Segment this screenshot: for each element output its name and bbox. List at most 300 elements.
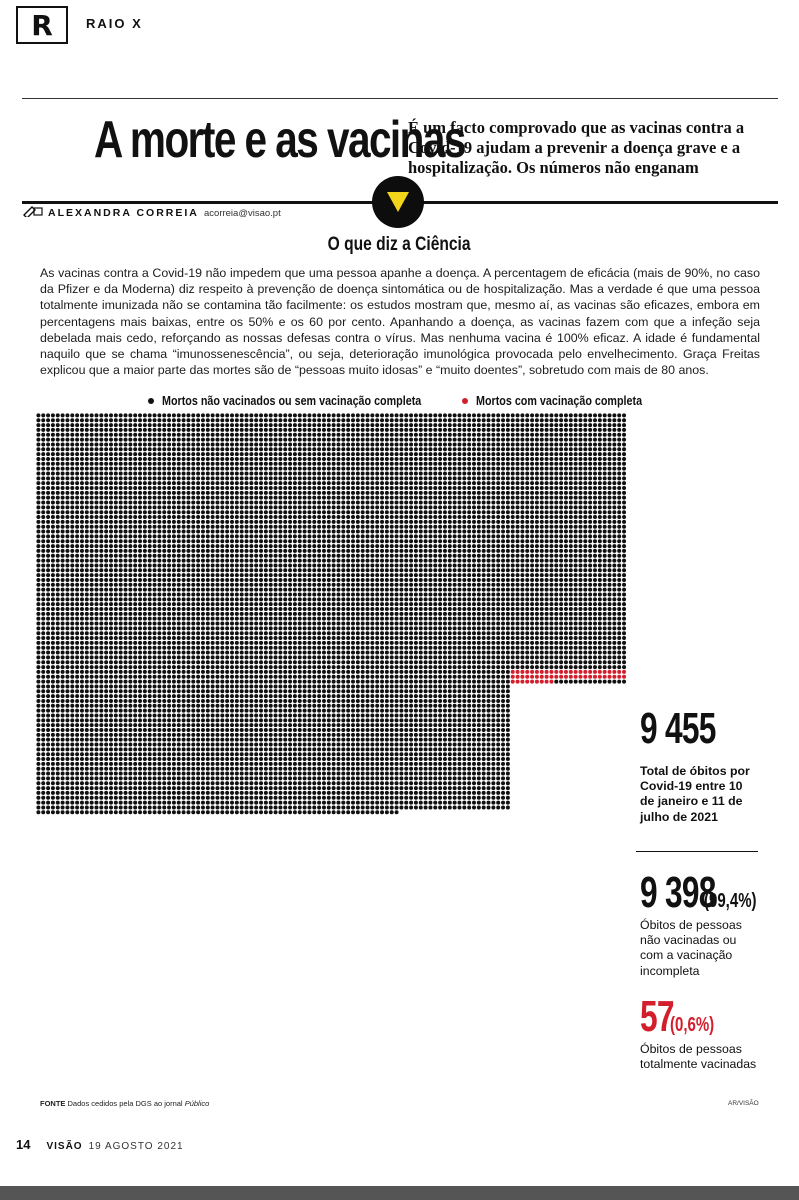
unvaccinated-death-dot bbox=[419, 602, 423, 606]
unvaccinated-death-dot bbox=[240, 588, 244, 592]
unvaccinated-death-dot bbox=[404, 452, 408, 456]
unvaccinated-death-dot bbox=[327, 578, 331, 582]
unvaccinated-death-dot bbox=[375, 597, 379, 601]
unvaccinated-death-dot bbox=[128, 534, 132, 538]
unvaccinated-death-dot bbox=[603, 447, 607, 451]
unvaccinated-death-dot bbox=[443, 520, 447, 524]
unvaccinated-death-dot bbox=[191, 447, 195, 451]
unvaccinated-death-dot bbox=[530, 442, 534, 446]
unvaccinated-death-dot bbox=[414, 534, 418, 538]
unvaccinated-death-dot bbox=[457, 505, 461, 509]
unvaccinated-death-dot bbox=[385, 568, 389, 572]
unvaccinated-death-dot bbox=[530, 563, 534, 567]
unvaccinated-death-dot bbox=[477, 520, 481, 524]
unvaccinated-death-dot bbox=[564, 505, 568, 509]
unvaccinated-death-dot bbox=[317, 515, 321, 519]
unvaccinated-death-dot bbox=[341, 602, 345, 606]
unvaccinated-death-dot bbox=[278, 573, 282, 577]
unvaccinated-death-dot bbox=[525, 510, 529, 514]
unvaccinated-death-dot bbox=[36, 418, 40, 422]
unvaccinated-death-dot bbox=[545, 530, 549, 534]
unvaccinated-death-dot bbox=[617, 597, 621, 601]
unvaccinated-death-dot bbox=[603, 471, 607, 475]
unvaccinated-death-dot bbox=[157, 602, 161, 606]
unvaccinated-death-dot bbox=[249, 578, 253, 582]
unvaccinated-death-dot bbox=[206, 607, 210, 611]
unvaccinated-death-dot bbox=[124, 471, 128, 475]
unvaccinated-death-dot bbox=[90, 573, 94, 577]
unvaccinated-death-dot bbox=[206, 510, 210, 514]
unvaccinated-death-dot bbox=[85, 413, 89, 417]
unvaccinated-death-dot bbox=[240, 471, 244, 475]
unvaccinated-death-dot bbox=[351, 559, 355, 563]
unvaccinated-death-dot bbox=[303, 457, 307, 461]
unvaccinated-death-dot bbox=[303, 607, 307, 611]
unvaccinated-death-dot bbox=[240, 486, 244, 490]
unvaccinated-death-dot bbox=[535, 413, 539, 417]
unvaccinated-death-dot bbox=[235, 496, 239, 500]
unvaccinated-death-dot bbox=[225, 563, 229, 567]
unvaccinated-death-dot bbox=[307, 481, 311, 485]
unvaccinated-death-dot bbox=[230, 438, 234, 442]
unvaccinated-death-dot bbox=[622, 525, 626, 529]
unvaccinated-death-dot bbox=[56, 471, 60, 475]
unvaccinated-death-dot bbox=[399, 505, 403, 509]
unvaccinated-death-dot bbox=[65, 559, 69, 563]
unvaccinated-death-dot bbox=[578, 549, 582, 553]
unvaccinated-death-dot bbox=[220, 423, 224, 427]
unvaccinated-death-dot bbox=[361, 549, 365, 553]
unvaccinated-death-dot bbox=[540, 554, 544, 558]
unvaccinated-death-dot bbox=[240, 481, 244, 485]
unvaccinated-death-dot bbox=[390, 607, 394, 611]
unvaccinated-death-dot bbox=[104, 501, 108, 505]
unvaccinated-death-dot bbox=[303, 592, 307, 596]
unvaccinated-death-dot bbox=[622, 588, 626, 592]
unvaccinated-death-dot bbox=[94, 597, 98, 601]
unvaccinated-death-dot bbox=[366, 544, 370, 548]
unvaccinated-death-dot bbox=[467, 563, 471, 567]
unvaccinated-death-dot bbox=[336, 588, 340, 592]
unvaccinated-death-dot bbox=[409, 583, 413, 587]
unvaccinated-death-dot bbox=[351, 563, 355, 567]
unvaccinated-death-dot bbox=[293, 544, 297, 548]
unvaccinated-death-dot bbox=[41, 496, 45, 500]
unvaccinated-death-dot bbox=[264, 428, 268, 432]
unvaccinated-death-dot bbox=[99, 428, 103, 432]
unvaccinated-death-dot bbox=[491, 520, 495, 524]
unvaccinated-death-dot bbox=[70, 510, 74, 514]
unvaccinated-death-dot bbox=[390, 462, 394, 466]
unvaccinated-death-dot bbox=[220, 607, 224, 611]
unvaccinated-death-dot bbox=[482, 520, 486, 524]
unvaccinated-death-dot bbox=[554, 554, 558, 558]
unvaccinated-death-dot bbox=[99, 554, 103, 558]
unvaccinated-death-dot bbox=[501, 428, 505, 432]
unvaccinated-death-dot bbox=[622, 467, 626, 471]
unvaccinated-death-dot bbox=[457, 588, 461, 592]
unvaccinated-death-dot bbox=[162, 592, 166, 596]
unvaccinated-death-dot bbox=[182, 462, 186, 466]
unvaccinated-death-dot bbox=[196, 486, 200, 490]
unvaccinated-death-dot bbox=[332, 588, 336, 592]
unvaccinated-death-dot bbox=[220, 496, 224, 500]
unvaccinated-death-dot bbox=[409, 530, 413, 534]
unvaccinated-death-dot bbox=[235, 418, 239, 422]
unvaccinated-death-dot bbox=[457, 597, 461, 601]
unvaccinated-death-dot bbox=[366, 476, 370, 480]
unvaccinated-death-dot bbox=[414, 491, 418, 495]
unvaccinated-death-dot bbox=[487, 578, 491, 582]
unvaccinated-death-dot bbox=[491, 568, 495, 572]
unvaccinated-death-dot bbox=[433, 597, 437, 601]
unvaccinated-death-dot bbox=[462, 568, 466, 572]
unvaccinated-death-dot bbox=[249, 520, 253, 524]
unvaccinated-death-dot bbox=[598, 467, 602, 471]
unvaccinated-death-dot bbox=[211, 549, 215, 553]
unvaccinated-death-dot bbox=[332, 442, 336, 446]
unvaccinated-death-dot bbox=[56, 554, 60, 558]
unvaccinated-death-dot bbox=[361, 452, 365, 456]
unvaccinated-death-dot bbox=[70, 476, 74, 480]
unvaccinated-death-dot bbox=[312, 501, 316, 505]
unvaccinated-death-dot bbox=[245, 442, 249, 446]
unvaccinated-death-dot bbox=[90, 452, 94, 456]
unvaccinated-death-dot bbox=[385, 534, 389, 538]
unvaccinated-death-dot bbox=[186, 592, 190, 596]
unvaccinated-death-dot bbox=[235, 534, 239, 538]
unvaccinated-death-dot bbox=[264, 530, 268, 534]
unvaccinated-death-dot bbox=[211, 428, 215, 432]
unvaccinated-death-dot bbox=[293, 501, 297, 505]
unvaccinated-death-dot bbox=[191, 515, 195, 519]
unvaccinated-death-dot bbox=[148, 428, 152, 432]
unvaccinated-death-dot bbox=[409, 578, 413, 582]
unvaccinated-death-dot bbox=[278, 559, 282, 563]
unvaccinated-death-dot bbox=[293, 607, 297, 611]
unvaccinated-death-dot bbox=[211, 447, 215, 451]
unvaccinated-death-dot bbox=[322, 486, 326, 490]
unvaccinated-death-dot bbox=[124, 588, 128, 592]
unvaccinated-death-dot bbox=[201, 573, 205, 577]
unvaccinated-death-dot bbox=[172, 457, 176, 461]
unvaccinated-death-dot bbox=[85, 481, 89, 485]
unvaccinated-death-dot bbox=[162, 588, 166, 592]
unvaccinated-death-dot bbox=[346, 496, 350, 500]
unvaccinated-death-dot bbox=[554, 597, 558, 601]
unvaccinated-death-dot bbox=[332, 471, 336, 475]
unvaccinated-death-dot bbox=[90, 559, 94, 563]
unvaccinated-death-dot bbox=[564, 467, 568, 471]
unvaccinated-death-dot bbox=[186, 597, 190, 601]
unvaccinated-death-dot bbox=[46, 583, 50, 587]
unvaccinated-death-dot bbox=[336, 457, 340, 461]
unvaccinated-death-dot bbox=[511, 520, 515, 524]
unvaccinated-death-dot bbox=[312, 462, 316, 466]
unvaccinated-death-dot bbox=[409, 588, 413, 592]
unvaccinated-death-dot bbox=[51, 491, 55, 495]
unvaccinated-death-dot bbox=[540, 515, 544, 519]
unvaccinated-death-dot bbox=[259, 438, 263, 442]
unvaccinated-death-dot bbox=[317, 534, 321, 538]
unvaccinated-death-dot bbox=[511, 505, 515, 509]
unvaccinated-death-dot bbox=[312, 592, 316, 596]
unvaccinated-death-dot bbox=[215, 471, 219, 475]
unvaccinated-death-dot bbox=[424, 510, 428, 514]
unvaccinated-death-dot bbox=[622, 471, 626, 475]
unvaccinated-death-dot bbox=[65, 578, 69, 582]
unvaccinated-death-dot bbox=[317, 486, 321, 490]
unvaccinated-death-dot bbox=[46, 607, 50, 611]
unvaccinated-death-dot bbox=[588, 491, 592, 495]
unvaccinated-death-dot bbox=[56, 549, 60, 553]
unvaccinated-death-dot bbox=[530, 520, 534, 524]
unvaccinated-death-dot bbox=[399, 515, 403, 519]
unvaccinated-death-dot bbox=[162, 549, 166, 553]
unvaccinated-death-dot bbox=[617, 442, 621, 446]
unvaccinated-death-dot bbox=[196, 559, 200, 563]
unvaccinated-death-dot bbox=[399, 476, 403, 480]
unvaccinated-death-dot bbox=[254, 418, 258, 422]
unvaccinated-death-dot bbox=[424, 530, 428, 534]
unvaccinated-death-dot bbox=[327, 457, 331, 461]
unvaccinated-death-dot bbox=[564, 457, 568, 461]
unvaccinated-death-dot bbox=[433, 428, 437, 432]
unvaccinated-death-dot bbox=[385, 544, 389, 548]
unvaccinated-death-dot bbox=[380, 530, 384, 534]
unvaccinated-death-dot bbox=[298, 602, 302, 606]
unvaccinated-death-dot bbox=[545, 496, 549, 500]
unvaccinated-death-dot bbox=[390, 592, 394, 596]
unvaccinated-death-dot bbox=[56, 501, 60, 505]
unvaccinated-death-dot bbox=[85, 583, 89, 587]
unvaccinated-death-dot bbox=[153, 568, 157, 572]
unvaccinated-death-dot bbox=[419, 447, 423, 451]
unvaccinated-death-dot bbox=[375, 442, 379, 446]
unvaccinated-death-dot bbox=[404, 467, 408, 471]
unvaccinated-death-dot bbox=[109, 534, 113, 538]
unvaccinated-death-dot bbox=[598, 496, 602, 500]
unvaccinated-death-dot bbox=[269, 505, 273, 509]
unvaccinated-death-dot bbox=[75, 428, 79, 432]
unvaccinated-death-dot bbox=[206, 438, 210, 442]
unvaccinated-death-dot bbox=[511, 438, 515, 442]
unvaccinated-death-dot bbox=[506, 428, 510, 432]
unvaccinated-death-dot bbox=[404, 583, 408, 587]
unvaccinated-death-dot bbox=[215, 413, 219, 417]
unvaccinated-death-dot bbox=[75, 515, 79, 519]
unvaccinated-death-dot bbox=[598, 452, 602, 456]
unvaccinated-death-dot bbox=[336, 568, 340, 572]
unvaccinated-death-dot bbox=[157, 525, 161, 529]
unvaccinated-death-dot bbox=[211, 467, 215, 471]
unvaccinated-death-dot bbox=[535, 510, 539, 514]
unvaccinated-death-dot bbox=[554, 486, 558, 490]
unvaccinated-death-dot bbox=[578, 602, 582, 606]
unvaccinated-death-dot bbox=[220, 530, 224, 534]
unvaccinated-death-dot bbox=[172, 413, 176, 417]
unvaccinated-death-dot bbox=[109, 486, 113, 490]
unvaccinated-death-dot bbox=[530, 602, 534, 606]
unvaccinated-death-dot bbox=[535, 457, 539, 461]
unvaccinated-death-dot bbox=[157, 583, 161, 587]
unvaccinated-death-dot bbox=[598, 447, 602, 451]
unvaccinated-death-dot bbox=[583, 505, 587, 509]
unvaccinated-death-dot bbox=[617, 602, 621, 606]
unvaccinated-death-dot bbox=[211, 462, 215, 466]
unvaccinated-death-dot bbox=[438, 563, 442, 567]
unvaccinated-death-dot bbox=[366, 510, 370, 514]
unvaccinated-death-dot bbox=[186, 539, 190, 543]
unvaccinated-death-dot bbox=[41, 568, 45, 572]
unvaccinated-death-dot bbox=[385, 515, 389, 519]
unvaccinated-death-dot bbox=[162, 462, 166, 466]
unvaccinated-death-dot bbox=[399, 559, 403, 563]
unvaccinated-death-dot bbox=[448, 496, 452, 500]
unvaccinated-death-dot bbox=[482, 413, 486, 417]
unvaccinated-death-dot bbox=[240, 457, 244, 461]
unvaccinated-death-dot bbox=[482, 433, 486, 437]
unvaccinated-death-dot bbox=[56, 428, 60, 432]
unvaccinated-death-dot bbox=[80, 554, 84, 558]
unvaccinated-death-dot bbox=[201, 592, 205, 596]
unvaccinated-death-dot bbox=[487, 496, 491, 500]
unvaccinated-death-dot bbox=[370, 602, 374, 606]
unvaccinated-death-dot bbox=[46, 520, 50, 524]
unvaccinated-death-dot bbox=[390, 520, 394, 524]
unvaccinated-death-dot bbox=[428, 457, 432, 461]
unvaccinated-death-dot bbox=[143, 447, 147, 451]
unvaccinated-death-dot bbox=[303, 539, 307, 543]
unvaccinated-death-dot bbox=[516, 568, 520, 572]
unvaccinated-death-dot bbox=[511, 471, 515, 475]
unvaccinated-death-dot bbox=[157, 423, 161, 427]
unvaccinated-death-dot bbox=[603, 418, 607, 422]
unvaccinated-death-dot bbox=[230, 486, 234, 490]
unvaccinated-death-dot bbox=[511, 476, 515, 480]
unvaccinated-death-dot bbox=[351, 597, 355, 601]
unvaccinated-death-dot bbox=[501, 525, 505, 529]
unvaccinated-death-dot bbox=[448, 438, 452, 442]
unvaccinated-death-dot bbox=[249, 573, 253, 577]
unvaccinated-death-dot bbox=[366, 413, 370, 417]
unvaccinated-death-dot bbox=[235, 578, 239, 582]
unvaccinated-death-dot bbox=[457, 578, 461, 582]
unvaccinated-death-dot bbox=[428, 534, 432, 538]
unvaccinated-death-dot bbox=[186, 452, 190, 456]
unvaccinated-death-dot bbox=[138, 607, 142, 611]
unvaccinated-death-dot bbox=[390, 563, 394, 567]
unvaccinated-death-dot bbox=[327, 452, 331, 456]
unvaccinated-death-dot bbox=[298, 597, 302, 601]
unvaccinated-death-dot bbox=[211, 505, 215, 509]
unvaccinated-death-dot bbox=[593, 573, 597, 577]
unvaccinated-death-dot bbox=[133, 481, 137, 485]
unvaccinated-death-dot bbox=[419, 462, 423, 466]
unvaccinated-death-dot bbox=[61, 481, 65, 485]
unvaccinated-death-dot bbox=[143, 476, 147, 480]
unvaccinated-death-dot bbox=[94, 462, 98, 466]
unvaccinated-death-dot bbox=[153, 496, 157, 500]
unvaccinated-death-dot bbox=[545, 462, 549, 466]
unvaccinated-death-dot bbox=[617, 423, 621, 427]
unvaccinated-death-dot bbox=[520, 501, 524, 505]
unvaccinated-death-dot bbox=[312, 428, 316, 432]
unvaccinated-death-dot bbox=[167, 486, 171, 490]
unvaccinated-death-dot bbox=[293, 496, 297, 500]
unvaccinated-death-dot bbox=[278, 501, 282, 505]
unvaccinated-death-dot bbox=[143, 501, 147, 505]
unvaccinated-death-dot bbox=[157, 442, 161, 446]
unvaccinated-death-dot bbox=[530, 515, 534, 519]
unvaccinated-death-dot bbox=[269, 530, 273, 534]
unvaccinated-death-dot bbox=[269, 597, 273, 601]
unvaccinated-death-dot bbox=[138, 433, 142, 437]
unvaccinated-death-dot bbox=[622, 592, 626, 596]
unvaccinated-death-dot bbox=[574, 428, 578, 432]
unvaccinated-death-dot bbox=[94, 520, 98, 524]
unvaccinated-death-dot bbox=[375, 510, 379, 514]
unvaccinated-death-dot bbox=[612, 578, 616, 582]
unvaccinated-death-dot bbox=[225, 447, 229, 451]
unvaccinated-death-dot bbox=[104, 452, 108, 456]
unvaccinated-death-dot bbox=[143, 481, 147, 485]
unvaccinated-death-dot bbox=[298, 496, 302, 500]
unvaccinated-death-dot bbox=[443, 438, 447, 442]
unvaccinated-death-dot bbox=[356, 501, 360, 505]
unvaccinated-death-dot bbox=[61, 457, 65, 461]
unvaccinated-death-dot bbox=[124, 539, 128, 543]
unvaccinated-death-dot bbox=[356, 418, 360, 422]
unvaccinated-death-dot bbox=[409, 573, 413, 577]
unvaccinated-death-dot bbox=[351, 520, 355, 524]
unvaccinated-death-dot bbox=[598, 438, 602, 442]
unvaccinated-death-dot bbox=[438, 554, 442, 558]
unvaccinated-death-dot bbox=[56, 544, 60, 548]
unvaccinated-death-dot bbox=[230, 554, 234, 558]
unvaccinated-death-dot bbox=[530, 452, 534, 456]
unvaccinated-death-dot bbox=[138, 467, 142, 471]
unvaccinated-death-dot bbox=[157, 496, 161, 500]
unvaccinated-death-dot bbox=[530, 588, 534, 592]
unvaccinated-death-dot bbox=[191, 442, 195, 446]
unvaccinated-death-dot bbox=[564, 438, 568, 442]
unvaccinated-death-dot bbox=[433, 491, 437, 495]
unvaccinated-death-dot bbox=[119, 467, 123, 471]
unvaccinated-death-dot bbox=[75, 442, 79, 446]
unvaccinated-death-dot bbox=[298, 447, 302, 451]
unvaccinated-death-dot bbox=[578, 588, 582, 592]
unvaccinated-death-dot bbox=[322, 413, 326, 417]
unvaccinated-death-dot bbox=[588, 534, 592, 538]
unvaccinated-death-dot bbox=[462, 592, 466, 596]
unvaccinated-death-dot bbox=[501, 592, 505, 596]
unvaccinated-death-dot bbox=[564, 433, 568, 437]
unvaccinated-death-dot bbox=[317, 520, 321, 524]
unvaccinated-death-dot bbox=[370, 530, 374, 534]
unvaccinated-death-dot bbox=[588, 559, 592, 563]
unvaccinated-death-dot bbox=[525, 476, 529, 480]
unvaccinated-death-dot bbox=[220, 602, 224, 606]
unvaccinated-death-dot bbox=[240, 534, 244, 538]
unvaccinated-death-dot bbox=[404, 602, 408, 606]
unvaccinated-death-dot bbox=[70, 428, 74, 432]
unvaccinated-death-dot bbox=[201, 530, 205, 534]
unvaccinated-death-dot bbox=[603, 539, 607, 543]
unvaccinated-death-dot bbox=[361, 496, 365, 500]
unvaccinated-death-dot bbox=[496, 481, 500, 485]
unvaccinated-death-dot bbox=[235, 520, 239, 524]
